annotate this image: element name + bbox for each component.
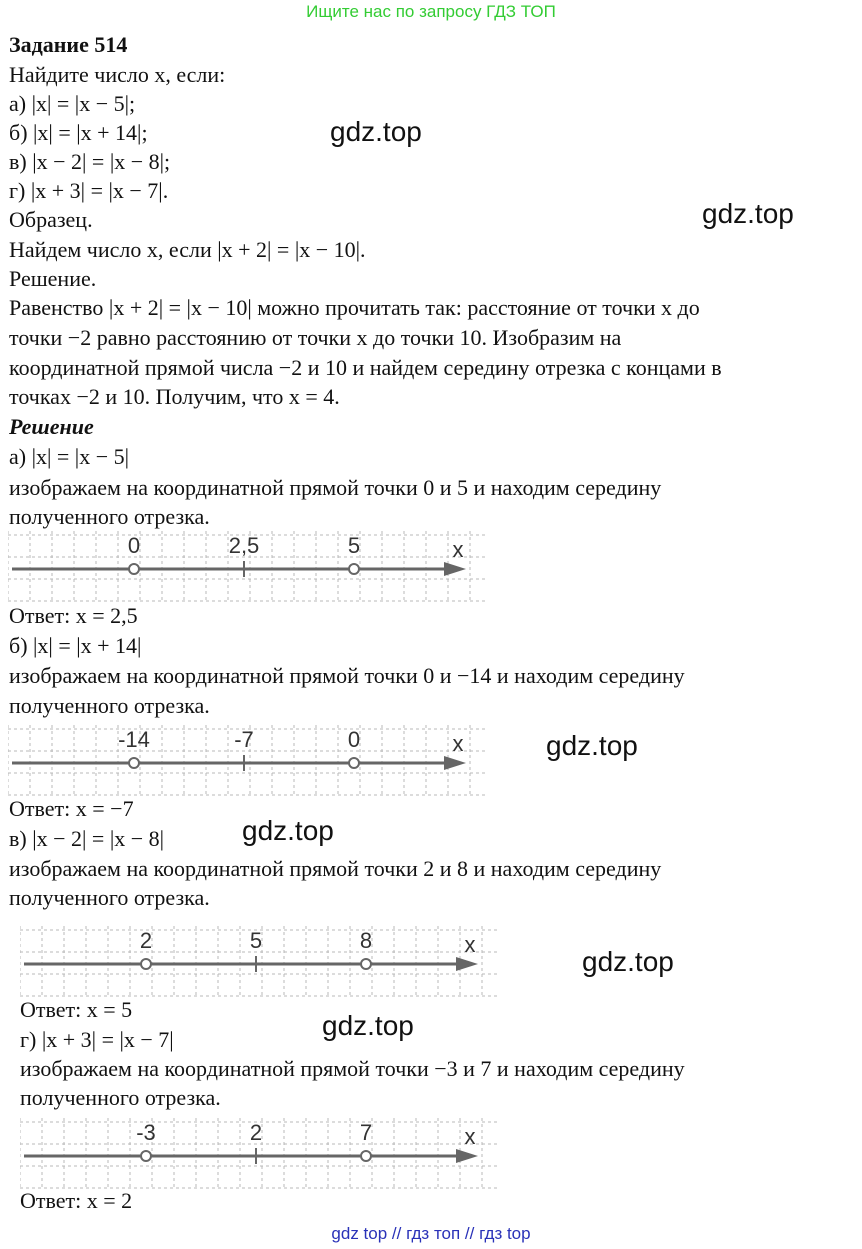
number-line-d (20, 1118, 500, 1190)
answer-line: Ответ: x = 2,5 (9, 603, 138, 628)
point-label: 8 (359, 928, 373, 953)
site-banner[interactable]: Ищите нас по запросу ГДЗ ТОП (306, 2, 556, 21)
watermark: gdz.top (330, 116, 422, 147)
solution-heading: Решение (9, 414, 94, 439)
text-line: полученного отрезка. (20, 1085, 221, 1110)
text-line: координатной прямой числа −2 и 10 и найдем середину отрезка с концами в (9, 355, 722, 380)
number-line-a (8, 531, 488, 603)
text-line: Найдем число x, если |x + 2| = |x − 10|. (9, 237, 366, 262)
text-line: изображаем на координатной прямой точки 0 и −14 и находим середину (9, 663, 685, 688)
axis-label: x (464, 1124, 476, 1149)
watermark: gdz.top (322, 1010, 414, 1041)
text-line: полученного отрезка. (9, 693, 210, 718)
watermark: gdz.top (546, 730, 638, 761)
answer-line: Ответ: x = 5 (20, 997, 133, 1022)
watermark: gdz.top (582, 946, 674, 977)
axis-label: x (452, 537, 464, 562)
point-label: 7 (359, 1120, 373, 1145)
footer-links[interactable]: gdz top // гдз топ // гдз top (331, 1224, 531, 1243)
text-line: г) |x + 3| = |x − 7| (20, 1027, 174, 1052)
axis-arrow (444, 562, 466, 576)
text-line: Равенство |x + 2| = |x − 10| можно прочитать так: расстояние от точки x до (9, 295, 700, 320)
point-label: 0 (347, 727, 361, 752)
axis-label: x (452, 731, 464, 756)
point-label: 2,5 (228, 533, 260, 558)
text-line: изображаем на координатной прямой точки −3 и 7 и находим середину (20, 1056, 685, 1081)
point-label: -7 (234, 727, 254, 752)
watermark: gdz.top (702, 198, 794, 229)
text-line: изображаем на координатной прямой точки 2 и 8 и находим середину (9, 856, 662, 881)
endpoint-marker (141, 1151, 151, 1161)
endpoint-marker (141, 959, 151, 969)
text-line: а) |x| = |x − 5|; (9, 91, 136, 116)
text-line: б) |x| = |x + 14| (9, 633, 142, 658)
text-line: точках −2 и 10. Получим, что x = 4. (9, 384, 340, 409)
text-line: Образец. (9, 207, 93, 232)
point-label: 5 (347, 533, 361, 558)
text-line: в) |x − 2| = |x − 8|; (9, 149, 171, 174)
answer-line: Ответ: x = −7 (9, 796, 134, 821)
answer-line: Ответ: x = 2 (20, 1188, 133, 1213)
endpoint-marker (361, 959, 371, 969)
text-line: б) |x| = |x + 14|; (9, 120, 148, 145)
text-line: изображаем на координатной прямой точки 0 и 5 и находим середину (9, 475, 662, 500)
number-line-b (8, 725, 488, 797)
axis-arrow (456, 1149, 478, 1163)
point-label: 2 (249, 1120, 263, 1145)
endpoint-marker (129, 758, 139, 768)
task-title: Задание 514 (9, 32, 128, 57)
axis-arrow (456, 957, 478, 971)
watermark: gdz.top (242, 815, 334, 846)
text-line: полученного отрезка. (9, 504, 210, 529)
endpoint-marker (361, 1151, 371, 1161)
text-line: полученного отрезка. (9, 885, 210, 910)
point-label: 0 (127, 533, 141, 558)
text-line: Найдите число x, если: (9, 62, 226, 87)
text-line: в) |x − 2| = |x − 8| (9, 826, 165, 851)
point-label: -14 (118, 727, 150, 752)
text-line: а) |x| = |x − 5| (9, 444, 130, 469)
point-label: 2 (139, 928, 153, 953)
text-line: г) |x + 3| = |x − 7|. (9, 178, 169, 203)
endpoint-marker (349, 758, 359, 768)
text-line: Решение. (9, 266, 97, 291)
endpoint-marker (129, 564, 139, 574)
number-line-c (20, 926, 500, 998)
axis-label: x (464, 932, 476, 957)
endpoint-marker (349, 564, 359, 574)
text-line: точки −2 равно расстоянию от точки x до точки 10. Изобразим на (9, 325, 622, 350)
axis-arrow (444, 756, 466, 770)
point-label: 5 (249, 928, 263, 953)
point-label: -3 (136, 1120, 156, 1145)
